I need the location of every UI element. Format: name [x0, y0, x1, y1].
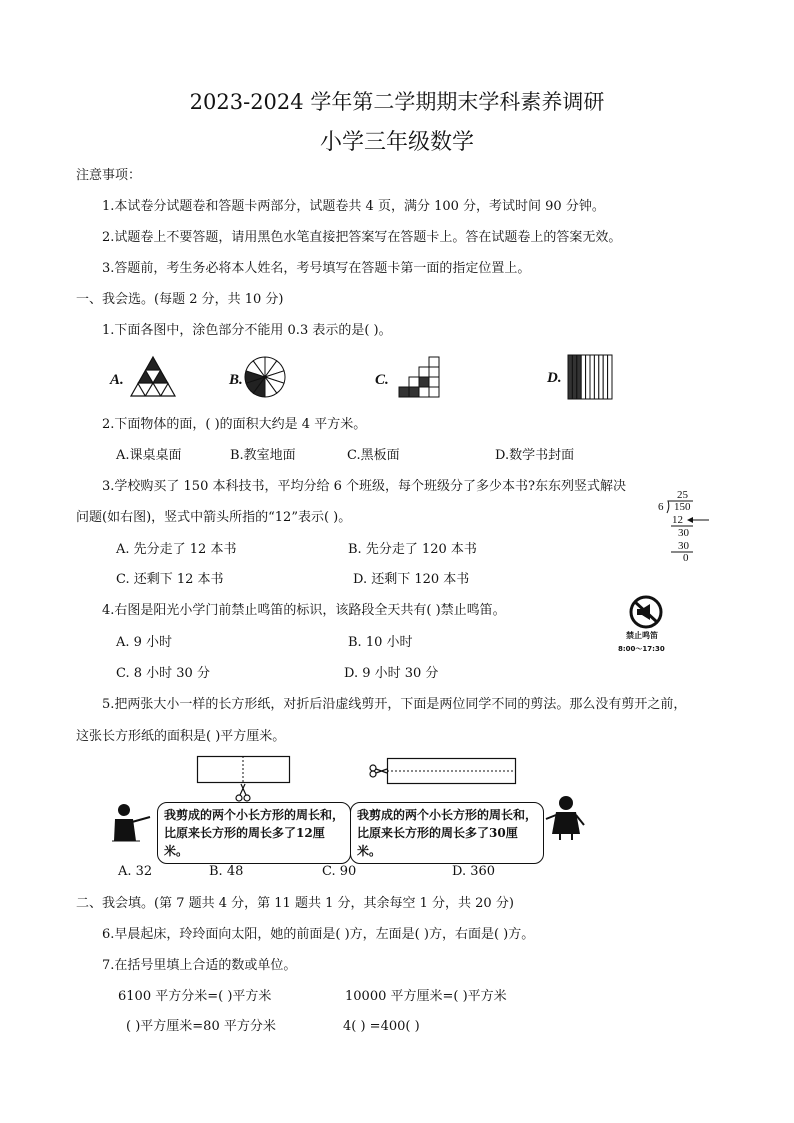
- scissors-icon: [236, 784, 250, 801]
- speech-bubble-right: 我剪成的两个小长方形的周长和，比原来长方形的周长多了30厘米。: [350, 802, 544, 864]
- student-right-icon: [546, 795, 586, 841]
- q1-option-c-label: C.: [375, 372, 389, 388]
- q7-item-1: 6100 平方分米=( )平方米: [118, 989, 272, 1004]
- q5-text-line1: 5.把两张大小一样的长方形纸，对折后沿虚线剪开，下面是两位同学不同的剪法。那么没有剪开之前，: [102, 697, 687, 712]
- q2-text: 2.下面物体的面，( )的面积大约是 4 平方米。: [102, 417, 367, 432]
- division-step-30a: 30: [678, 527, 689, 539]
- q7-item-4: 4( ) =400( ): [343, 1019, 420, 1034]
- q5-rectangle-left: [197, 756, 293, 804]
- long-division: [655, 489, 715, 567]
- q3-text-line2: 问题(如右图)，竖式中箭头所指的“12”表示( )。: [76, 510, 352, 525]
- q1-option-a-label: A.: [110, 372, 124, 388]
- q3-option-d: D. 还剩下 120 本书: [353, 572, 470, 587]
- q5-option-c: C. 90: [322, 864, 357, 879]
- q3-option-b: B. 先分走了 120 本书: [348, 542, 477, 557]
- q1-figure-c: [395, 355, 445, 399]
- notice-heading: 注意事项：: [76, 168, 142, 183]
- exam-subtitle: 小学三年级数学: [319, 130, 474, 155]
- q1-figure-a: [130, 356, 176, 398]
- student-left-icon: [110, 803, 160, 843]
- q4-option-b: B. 10 小时: [348, 635, 413, 650]
- q1-figure-d: [567, 354, 615, 400]
- q6-text: 6.早晨起床，玲玲面向太阳，她的前面是( )方，左面是( )方，右面是( )方。: [102, 927, 535, 942]
- q5-option-a: A. 32: [118, 864, 153, 879]
- division-lines: [655, 489, 715, 567]
- q1-option-d-label: D.: [547, 370, 562, 386]
- division-step-12: 12: [672, 514, 683, 526]
- notice-item-3: 3.答题前，考生务必将本人姓名，考号填写在答题卡第一面的指定位置上。: [102, 261, 531, 276]
- q7-text: 7.在括号里填上合适的数或单位。: [102, 958, 297, 973]
- q1-option-b-label: B.: [229, 372, 243, 388]
- q4-option-c: C. 8 小时 30 分: [116, 666, 210, 681]
- no-horn-sign-icon: [628, 595, 664, 629]
- notice-item-1: 1.本试卷分试题卷和答题卡两部分，试题卷共 4 页，满分 100 分，考试时间 90 分钟。: [102, 199, 605, 214]
- q3-text-line1: 3.学校购买了 150 本科技书，平均分给 6 个班级，每个班级分了多少本书?东东列竖式解决: [102, 479, 626, 494]
- division-dividend: 150: [674, 501, 691, 513]
- q4-text: 4.右图是阳光小学门前禁止鸣笛的标识，该路段全天共有( )禁止鸣笛。: [102, 603, 506, 618]
- q2-option-b: B.教室地面: [230, 448, 296, 463]
- q3-option-c: C. 还剩下 12 本书: [116, 572, 224, 587]
- q5-option-b: B. 48: [209, 864, 244, 879]
- q1-figure-b: [243, 355, 287, 399]
- scissors-icon: [370, 765, 387, 777]
- q5-text-line2: 这张长方形纸的面积是( )平方厘米。: [76, 729, 286, 744]
- sign-time: 8:00～17:30: [618, 645, 665, 653]
- division-divisor: 6: [658, 501, 664, 513]
- q2-option-a: A.课桌桌面: [116, 448, 182, 463]
- division-quotient: 25: [677, 489, 688, 501]
- q1-text: 1.下面各图中，涂色部分不能用 0.3 表示的是( )。: [102, 323, 392, 338]
- exam-title: 2023-2024 学年第二学期期末学科素养调研: [189, 90, 605, 114]
- q4-option-d: D. 9 小时 30 分: [344, 666, 439, 681]
- division-step-30b: 30: [678, 540, 689, 552]
- sign-label: 禁止鸣笛: [626, 631, 658, 640]
- notice-item-2: 2.试题卷上不要答题，请用黑色水笔直接把答案写在答题卡上。答在试题卷上的答案无效。: [102, 230, 622, 245]
- q5-option-d: D. 360: [452, 864, 496, 879]
- q7-item-3: ( )平方厘米=80 平方分米: [126, 1019, 276, 1034]
- q5-rectangle-right: [367, 758, 517, 788]
- speech-bubble-left: 我剪成的两个小长方形的周长和，比原来长方形的周长多了12厘米。: [157, 802, 351, 864]
- section2-heading: 二、我会填。(第 7 题共 4 分，第 11 题共 1 分，其余每空 1 分，共 20 分): [76, 896, 514, 911]
- division-remainder: 0: [683, 552, 689, 564]
- q3-option-a: A. 先分走了 12 本书: [116, 542, 237, 557]
- section1-heading: 一、我会选。(每题 2 分，共 10 分): [76, 292, 284, 307]
- q4-option-a: A. 9 小时: [116, 635, 173, 650]
- q7-item-2: 10000 平方厘米=( )平方米: [345, 989, 507, 1004]
- q2-option-c: C.黑板面: [347, 448, 400, 463]
- q2-option-d: D.数学书封面: [495, 448, 575, 463]
